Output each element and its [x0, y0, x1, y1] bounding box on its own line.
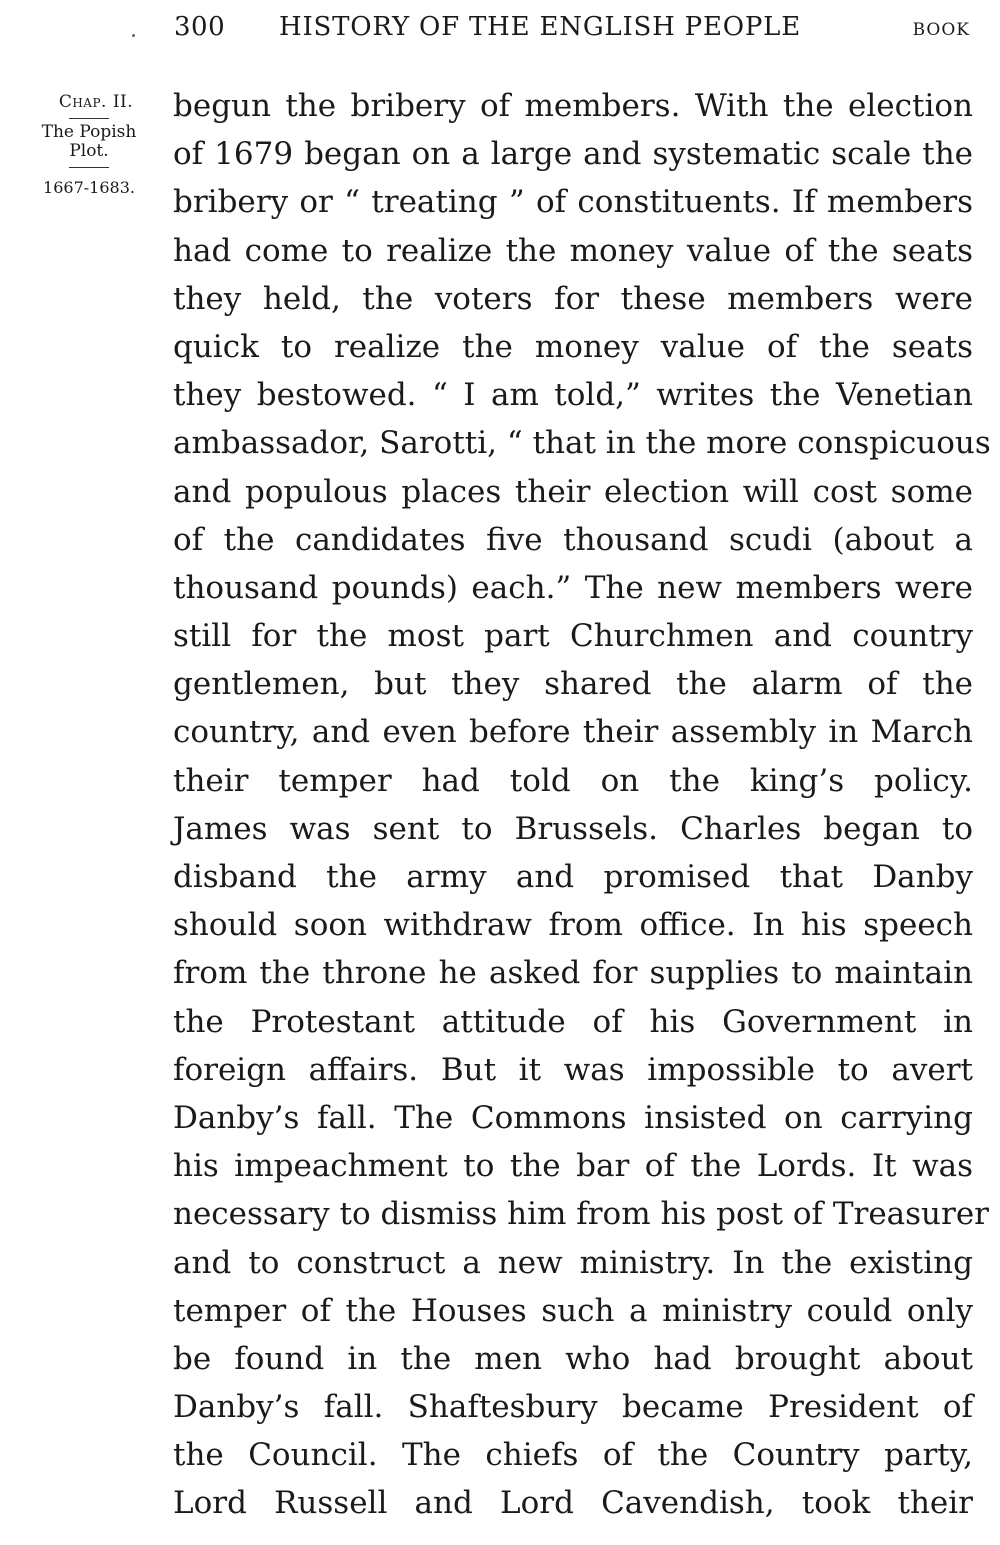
text-line: necessary to dismiss him from his post of Treasurer: [173, 1196, 990, 1233]
margin-divider: [69, 118, 109, 119]
text-line: Lord Russell and Lord Cavendish, took their: [173, 1485, 973, 1522]
margin-chapter: Chap. II.: [58, 92, 134, 112]
margin-divider: [69, 167, 109, 168]
text-line: of 1679 began on a large and systematic scale the: [173, 136, 973, 173]
text-line: temper of the Houses such a ministry could only: [173, 1292, 973, 1329]
text-line: foreign affairs. But it was impossible to avert: [173, 1051, 973, 1088]
text-line: they bestowed. “ I am told,” writes the Venetian: [173, 377, 973, 414]
text-line: his impeachment to the bar of the Lords. It was: [173, 1148, 973, 1185]
body-text: [173, 82, 991, 1528]
margin-section-line: Plot.: [69, 141, 109, 161]
margin-notes: [14, 92, 164, 197]
text-line: Danby’s fall. The Commons insisted on carrying: [173, 1099, 973, 1136]
text-line: should soon withdraw from office. In his speech: [173, 907, 973, 944]
margin-section-line: The Popish: [41, 122, 137, 142]
text-line: quick to realize the money value of the seats: [173, 328, 973, 365]
text-line: James was sent to Brussels. Charles began to: [173, 810, 973, 847]
text-line: of the candidates five thousand scudi (about a: [173, 521, 973, 558]
text-line: gentlemen, but they shared the alarm of the: [173, 666, 973, 703]
text-line: be found in the men who had brought about: [173, 1340, 973, 1377]
text-line: and populous places their election will cost some: [173, 473, 973, 510]
text-line: disband the army and promised that Danby: [173, 859, 973, 895]
running-title: HISTORY OF THE ENGLISH PEOPLE: [279, 12, 802, 42]
text-line: they held, the voters for these members were: [173, 280, 973, 317]
text-line: the Council. The chiefs of the Country party,: [173, 1437, 973, 1474]
text-line: bribery or “ treating ” of constituents. If members: [173, 184, 973, 221]
print-speck: [132, 34, 135, 37]
text-line: country, and even before their assembly in March: [173, 714, 973, 751]
text-line: from the throne he asked for supplies to maintain: [173, 955, 973, 992]
running-head-right: BOOK: [912, 20, 970, 40]
text-line: still for the most part Churchmen and country: [173, 618, 973, 655]
text-line: thousand pounds) each.” The new members were: [173, 569, 973, 606]
page-number: 300: [174, 12, 226, 42]
margin-section-title: [14, 123, 164, 161]
text-line: begun the bribery of members. With the election: [173, 88, 973, 124]
text-line: the Protestant attitude of his Government in: [173, 1003, 973, 1040]
text-line: their temper had told on the king’s policy.: [173, 762, 973, 799]
margin-dates: 1667-1683.: [43, 178, 135, 197]
running-header: [0, 12, 1000, 48]
text-line: Danby’s fall. Shaftesbury became President of: [173, 1389, 973, 1426]
text-line: ambassador, Sarotti, “ that in the more conspicuous: [173, 425, 991, 462]
text-line: and to construct a new ministry. In the existing: [173, 1244, 973, 1281]
text-line: had come to realize the money value of the seats: [173, 232, 973, 269]
